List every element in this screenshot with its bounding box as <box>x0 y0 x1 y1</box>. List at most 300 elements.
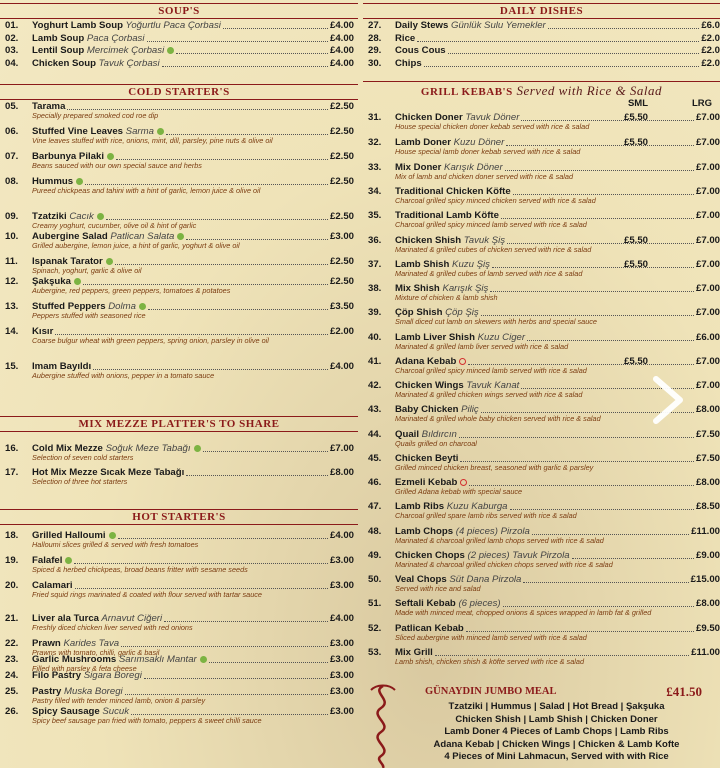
jumbo-meal-box <box>363 682 720 768</box>
item-number: 43. <box>368 404 382 415</box>
dotted-leader <box>532 534 689 535</box>
item-price: £3.50 <box>329 301 354 312</box>
dotted-leader <box>131 714 328 715</box>
item-price-small: £5.50 <box>623 235 648 246</box>
item-number: 46. <box>368 477 382 488</box>
item-price: £4.00 <box>329 45 354 56</box>
item-description: Peppers stuffed with seasoned rice <box>32 311 146 320</box>
dotted-leader <box>572 558 694 559</box>
item-name-text: Chips <box>395 57 422 69</box>
item-name-text: Mix Doner <box>395 162 442 173</box>
item-name-text: Calamari <box>32 580 73 591</box>
dotted-leader <box>85 184 328 185</box>
item-description: Vine leaves stuffed with rice, onions, mint, dill, parsley, pine nuts & olive oil <box>32 136 273 145</box>
item-name-text: Seftali Kebab <box>395 598 456 609</box>
item-name-text: Quail <box>395 429 419 440</box>
dotted-leader <box>67 109 328 110</box>
item-number: 09. <box>5 211 19 222</box>
spicy-icon <box>460 479 467 486</box>
item-name <box>32 57 160 71</box>
item-name-text: Lamb Shish <box>395 259 450 270</box>
item-description: House special chicken doner kebab served with rice & salad <box>395 122 590 131</box>
item-number: 44. <box>368 429 382 440</box>
dotted-leader <box>507 243 694 244</box>
item-number: 40. <box>368 332 382 343</box>
vegetarian-icon <box>76 178 83 185</box>
item-number: 30. <box>368 57 382 69</box>
item-turkish-name: Tavuk Kanat <box>463 380 520 391</box>
dotted-leader <box>164 621 328 622</box>
item-turkish-name: (4 pieces) Pirzola <box>453 526 530 537</box>
item-turkish-name: Tavuk Döner <box>462 112 520 123</box>
item-description: Marinated & grilled lamb liver served with rice & salad <box>395 342 569 351</box>
item-name-text: Falafel <box>32 555 63 566</box>
item-name-text: Cous Cous <box>395 45 446 56</box>
item-price: £2.50 <box>329 176 354 187</box>
item-number: 42. <box>368 380 382 391</box>
item-description: Marinated & grilled chicken wings served with rice & salad <box>395 390 583 399</box>
item-name <box>395 57 422 71</box>
item-price: £2.00 <box>329 326 354 337</box>
section-header: MIX MEZZE PLATTER'S TO SHARE <box>78 418 280 430</box>
item-name-text: Şakşuka <box>32 276 71 287</box>
item-price: £8.00 <box>329 467 354 478</box>
dotted-leader <box>492 267 694 268</box>
size-small-label: SML <box>627 98 648 109</box>
item-price: £4.00 <box>329 57 354 69</box>
item-number: 24. <box>5 670 19 681</box>
item-description: Marinated & grilled whole baby chicken served with rice & salad <box>395 414 601 423</box>
section-header: SOUP'S <box>158 5 200 17</box>
item-price: £2.50 <box>329 276 354 287</box>
dotted-leader <box>510 509 694 510</box>
dotted-leader <box>106 219 328 220</box>
item-name-text: Imam Bayıldı <box>32 361 92 372</box>
item-number: 17. <box>5 467 19 478</box>
item-number: 20. <box>5 580 19 591</box>
section-rule <box>0 509 358 510</box>
item-price: £8.00 <box>695 598 720 609</box>
item-description: Filled with parsley & feta cheese <box>32 664 137 673</box>
item-description: Marinated & charcoal grilled chicken chops served with rice & salad <box>395 560 613 569</box>
item-price: £11.00 <box>691 526 720 537</box>
item-description: Grilled Adana kebab with special sauce <box>395 487 523 496</box>
item-price: £4.00 <box>329 530 354 541</box>
item-number: 31. <box>368 112 382 123</box>
jumbo-meal-line: Lamb Doner 4 Pieces of Lamb Chops | Lamb Ribs <box>444 726 669 737</box>
dotted-leader <box>74 563 328 564</box>
vegetarian-icon <box>139 303 146 310</box>
item-price: £4.00 <box>329 361 354 372</box>
item-description: Halloumi slices grilled & served with fresh tomatoes <box>32 540 199 549</box>
item-number: 18. <box>5 530 19 541</box>
item-price: £4.00 <box>329 613 354 624</box>
item-turkish-name: Karides Tava <box>60 638 120 649</box>
section-header: DAILY DISHES <box>499 5 584 17</box>
dotted-leader <box>93 369 328 370</box>
item-number: 05. <box>5 101 19 112</box>
jumbo-meal-title: GÜNAYDIN JUMBO MEAL <box>425 686 557 697</box>
item-price-small: £5.50 <box>623 356 648 367</box>
item-description: Specially prepared smoked cod roe dip <box>32 111 159 120</box>
item-number: 10. <box>5 231 19 242</box>
dotted-leader <box>121 646 328 647</box>
item-description: Quails grilled on charcoal <box>395 439 477 448</box>
item-name-text: Prawn <box>32 638 61 649</box>
item-number: 14. <box>5 326 19 337</box>
size-large-label: LRG <box>691 98 712 109</box>
section-rule <box>363 3 720 4</box>
item-name-text: Hot Mix Mezze Sıcak Meze Tabağı <box>32 467 185 478</box>
dotted-leader <box>521 120 694 121</box>
item-number: 53. <box>368 647 382 658</box>
item-price-small: £5.50 <box>623 259 648 270</box>
section-header <box>363 83 720 99</box>
item-turkish-name: Süt Dana Pirzola <box>446 574 522 585</box>
item-description: Fried squid rings marinated & coated with flour served with tartar sauce <box>32 590 262 599</box>
item-turkish-name: Kuzu Şiş <box>449 259 490 270</box>
section-rule <box>0 524 358 525</box>
item-number: 19. <box>5 555 19 566</box>
item-name-text: Cold Mix Mezze <box>32 443 103 454</box>
item-description: Marinated & grilled cubes of chicken served with rice & salad <box>395 245 592 254</box>
item-name-text: Rice <box>395 32 416 44</box>
item-number: 34. <box>368 186 382 197</box>
item-name-text: Ezmeli Kebab <box>395 477 458 488</box>
item-description: Spiced & herbed chickpeas, broad beans fritter with sesame seeds <box>32 565 248 574</box>
item-price: £15.00 <box>690 574 720 585</box>
item-turkish-name: Çöp Şiş <box>442 307 479 318</box>
item-name-text: Chicken Shish <box>395 235 462 246</box>
item-turkish-name: Kuzu Ciger <box>474 332 526 343</box>
item-name-text: Daily Stews <box>395 20 449 31</box>
item-description: Aubergine stuffed with onions, pepper in a tomato sauce <box>32 371 215 380</box>
item-number: 41. <box>368 356 382 367</box>
item-turkish-name: Patlican Salata <box>107 231 175 242</box>
item-number: 38. <box>368 283 382 294</box>
vegetarian-icon <box>167 47 174 54</box>
item-price: £7.00 <box>695 356 720 367</box>
item-price-small: £5.50 <box>623 137 648 148</box>
item-price: £2.50 <box>329 101 354 112</box>
item-number: 33. <box>368 162 382 173</box>
item-number: 51. <box>368 598 382 609</box>
jumbo-meal-line: 4 Pieces of Mini Lahmacun, Served with with Rice <box>444 751 669 762</box>
item-description: Creamy yoghurt, cucumber, olive oil & hint of garlic <box>32 221 197 230</box>
item-description: Grilled aubergine, lemon juice, a hint of garlic, yoghurt & olive oil <box>32 241 240 250</box>
dotted-leader <box>417 41 699 42</box>
ornament-icon <box>363 682 403 768</box>
item-description: Small diced cut lamb on skewers with herbs and special sauce <box>395 317 597 326</box>
item-price: £8.00 <box>695 477 720 488</box>
item-name-text: Tarama <box>32 101 66 112</box>
item-number: 16. <box>5 443 19 454</box>
vegetarian-icon <box>74 278 81 285</box>
section-rule <box>0 416 358 417</box>
item-number: 35. <box>368 210 382 221</box>
item-name-text: Traditional Chicken Köfte <box>395 186 511 197</box>
item-price: £9.50 <box>695 623 720 634</box>
item-turkish-name: Yoğurtlu Paca Çorbasi <box>122 20 221 31</box>
item-price: £7.00 <box>695 380 720 391</box>
item-price: £7.00 <box>695 162 720 173</box>
item-description: Selection of seven cold starters <box>32 453 134 462</box>
item-name-text: Traditional Lamb Köfte <box>395 210 499 221</box>
item-description: Aubergine, red peppers, green peppers, tomatoes & potatoes <box>32 286 231 295</box>
item-name-text: Stuffed Peppers <box>32 301 106 312</box>
item-name-text: Barbunya Pilaki <box>32 151 104 162</box>
dotted-leader <box>176 53 328 54</box>
item-description: Beans sauced with our own special sauce and herbs <box>32 161 202 170</box>
item-number: 04. <box>5 57 19 69</box>
section-header: COLD STARTER'S <box>128 86 230 98</box>
item-turkish-name: (6 pieces) <box>455 598 501 609</box>
item-price: £7.00 <box>329 443 354 454</box>
item-number: 37. <box>368 259 382 270</box>
item-price: £7.00 <box>695 210 720 221</box>
vegetarian-icon <box>194 445 201 452</box>
item-price: £7.00 <box>695 259 720 270</box>
item-price: £2.0 <box>701 57 720 69</box>
item-price: £4.00 <box>329 32 354 44</box>
item-price: £6.0 <box>701 20 720 31</box>
dotted-leader <box>424 66 699 67</box>
item-description: Charcoal grilled spicy minced lamb served with rice & salad <box>395 220 587 229</box>
item-turkish-name: Sucuk <box>99 706 130 717</box>
item-price: £4.00 <box>329 20 354 31</box>
dotted-leader <box>186 475 328 476</box>
dotted-leader <box>503 606 694 607</box>
dotted-leader <box>209 662 328 663</box>
item-turkish-name: Piliç <box>458 404 479 415</box>
section-rule <box>0 431 358 432</box>
item-name-text: Aubergine Salad <box>32 231 108 242</box>
dotted-leader <box>55 334 328 335</box>
menu-item[interactable] <box>363 57 720 71</box>
dotted-leader <box>505 170 694 171</box>
item-number: 23. <box>5 654 19 665</box>
item-name-text: Hummus <box>32 176 74 187</box>
item-price: £3.00 <box>329 670 354 681</box>
vegetarian-icon <box>200 656 207 663</box>
dotted-leader <box>83 284 328 285</box>
item-name-text: Kısır <box>32 326 54 337</box>
item-price: £3.00 <box>329 686 354 697</box>
vegetarian-icon <box>157 128 164 135</box>
dotted-leader <box>118 538 328 539</box>
item-number: 39. <box>368 307 382 318</box>
dotted-leader <box>125 694 328 695</box>
item-name-text: Lamb Ribs <box>395 501 445 512</box>
item-number: 36. <box>368 235 382 246</box>
item-price: £2.50 <box>329 211 354 222</box>
vegetarian-icon <box>177 233 184 240</box>
item-price: £11.00 <box>691 647 720 658</box>
dotted-leader <box>75 588 328 589</box>
item-number: 29. <box>368 45 382 56</box>
jumbo-meal-line: Tzatziki | Hummus | Salad | Hot Bread | Şakşuka <box>448 701 665 712</box>
dotted-leader <box>186 239 328 240</box>
item-number: 50. <box>368 574 382 585</box>
item-number: 03. <box>5 45 19 56</box>
dotted-leader <box>459 437 694 438</box>
section-rule <box>0 84 358 85</box>
item-name-text: Spicy Sausage <box>32 706 100 717</box>
item-price: £2.0 <box>701 32 720 44</box>
item-number: 32. <box>368 137 382 148</box>
item-name-text: Liver ala Turca <box>32 613 100 624</box>
item-name-text: Baby Chicken <box>395 404 459 415</box>
item-description: Freshly diced chicken liver served with red onions <box>32 623 193 632</box>
item-description: Grilled minced chicken breast, seasoned with garlic & parsley <box>395 463 594 472</box>
item-name-text: Grilled Halloumi <box>32 530 106 541</box>
item-description: Prawns with tomato, chilli, garlic & basil <box>32 648 160 657</box>
item-description: Sliced aubergine with minced lamb served with rice & salad <box>395 633 587 642</box>
item-number: 47. <box>368 501 382 512</box>
item-price: £7.00 <box>695 283 720 294</box>
chevron-right-icon[interactable] <box>650 375 686 425</box>
item-name-text: Lamb Liver Shish <box>395 332 475 343</box>
dotted-leader <box>460 461 694 462</box>
item-price: £7.00 <box>695 137 720 148</box>
item-price: £3.00 <box>329 638 354 649</box>
section-rule <box>363 81 720 82</box>
item-description: Spinach, yoghurt, garlic & olive oil <box>32 266 142 275</box>
item-price: £7.00 <box>695 235 720 246</box>
item-name-text: Tzatziki <box>32 211 67 222</box>
item-price: £3.00 <box>329 580 354 591</box>
menu-item[interactable] <box>0 669 358 683</box>
item-description: Marinated & grilled cubes of lamb served with rice & salad <box>395 269 583 278</box>
jumbo-meal-line: Chicken Shish | Lamb Shish | Chicken Doner <box>455 713 658 725</box>
item-number: 12. <box>5 276 19 287</box>
item-price: £2.0 <box>701 45 720 56</box>
item-price: £7.50 <box>695 429 720 440</box>
item-turkish-name: Karışık Döner <box>441 162 503 173</box>
item-number: 13. <box>5 301 19 312</box>
item-turkish-name: Tavuk Şiş <box>461 235 506 246</box>
dotted-leader <box>116 159 328 160</box>
item-number: 45. <box>368 453 382 464</box>
item-price: £7.50 <box>695 453 720 464</box>
section-rule <box>0 3 358 4</box>
item-turkish-name: Tavuk Çorbasi <box>95 57 160 69</box>
item-turkish-name: Mercimek Çorbasi <box>84 45 165 56</box>
item-name <box>32 669 142 683</box>
item-number: 48. <box>368 526 382 537</box>
item-name-text: Veal Chops <box>395 574 447 585</box>
item-price: £8.00 <box>695 404 720 415</box>
item-description: Made with minced meat, chopped onions & spices wrapped in lamb fat & grilled <box>395 608 652 617</box>
item-price: £2.50 <box>329 126 354 137</box>
item-price: £6.00 <box>695 332 720 343</box>
item-description: Charcoal grilled spicy minced chicken served with rice & salad <box>395 196 596 205</box>
item-name-text: Mix Grill <box>395 647 433 658</box>
grill-header-subtitle: Served with Rice & Salad <box>512 83 663 98</box>
vegetarian-icon <box>97 213 104 220</box>
dotted-leader <box>448 53 699 54</box>
item-name-text: Pastry <box>32 686 62 697</box>
dotted-leader <box>435 655 689 656</box>
item-description: Charcoal grilled spare lamb ribs served with rice & salad <box>395 511 577 520</box>
item-description: Mixture of chicken & lamb shish <box>395 293 498 302</box>
section-header: HOT STARTER'S <box>132 511 226 523</box>
item-description: Pastry filled with tender minced lamb, onion & parsley <box>32 696 206 705</box>
item-price: £7.00 <box>695 112 720 123</box>
item-number: 25. <box>5 686 19 697</box>
spicy-icon <box>459 358 466 365</box>
item-number: 11. <box>5 256 18 267</box>
dotted-leader <box>466 631 694 632</box>
dotted-leader <box>147 41 328 42</box>
jumbo-meal-price: £41.50 <box>666 684 702 699</box>
item-number: 22. <box>5 638 19 649</box>
item-price: £9.00 <box>695 550 720 561</box>
item-description: Pureed chickpeas and tahini with a hint of garlic, lemon juice & olive oil <box>32 186 261 195</box>
dotted-leader <box>523 582 689 583</box>
dotted-leader <box>501 218 694 219</box>
dotted-leader <box>162 66 328 67</box>
item-number: 01. <box>5 20 19 31</box>
item-price-small: £5.50 <box>623 112 648 123</box>
item-name-text: Patlican Kebab <box>395 623 464 634</box>
item-name-text: Lamb Soup <box>32 32 85 44</box>
item-description: Charcoal grilled spicy minced lamb served with rice & salad <box>395 366 587 375</box>
item-name-text: Lentil Soup <box>32 45 85 56</box>
item-number: 21. <box>5 613 19 624</box>
dotted-leader <box>527 340 694 341</box>
item-name-text: Chicken Chops <box>395 550 465 561</box>
dotted-leader <box>469 485 694 486</box>
item-turkish-name: Cacık <box>66 211 94 222</box>
item-name-text: Yoghurt Lamb Soup <box>32 20 123 31</box>
item-turkish-name: Soğuk Meze Tabağı <box>102 443 191 454</box>
vegetarian-icon <box>106 258 113 265</box>
item-description: Spicy beef sausage pan fried with tomato, peppers & sweet chilli sauce <box>32 716 262 725</box>
item-number: 49. <box>368 550 382 561</box>
dotted-leader <box>548 28 699 29</box>
item-turkish-name: Paca Çorbasi <box>84 32 145 44</box>
item-name-text: Lamb Chops <box>395 526 454 537</box>
item-number: 08. <box>5 176 19 187</box>
item-name-text: Chicken Doner <box>395 112 463 123</box>
item-turkish-name: Dolma <box>105 301 136 312</box>
item-turkish-name: (2 pieces) Tavuk Pirzola <box>464 550 570 561</box>
vegetarian-icon <box>107 153 114 160</box>
item-name-text: Adana Kebab <box>395 356 457 367</box>
item-turkish-name: Kuzu Kaburga <box>444 501 508 512</box>
item-name-text: Lamb Doner <box>395 137 451 148</box>
dotted-leader <box>490 291 694 292</box>
menu-item[interactable] <box>0 57 358 71</box>
vegetarian-icon <box>65 557 72 564</box>
item-price: £3.00 <box>329 654 354 665</box>
vegetarian-icon <box>109 532 116 539</box>
item-number: 27. <box>368 20 382 31</box>
item-number: 26. <box>5 706 19 717</box>
item-name-text: Garlic Mushrooms <box>32 654 117 665</box>
item-price: £7.00 <box>695 186 720 197</box>
dotted-leader <box>166 134 328 135</box>
item-description: Lamb shish, chicken shish & köfte served with rice & salad <box>395 657 584 666</box>
item-name-text: Chicken Beyti <box>395 453 459 464</box>
dotted-leader <box>144 678 328 679</box>
item-description: Selection of three hot starters <box>32 477 128 486</box>
dotted-leader <box>115 264 328 265</box>
item-price: £2.50 <box>329 256 354 267</box>
dotted-leader <box>481 315 694 316</box>
dotted-leader <box>203 451 328 452</box>
